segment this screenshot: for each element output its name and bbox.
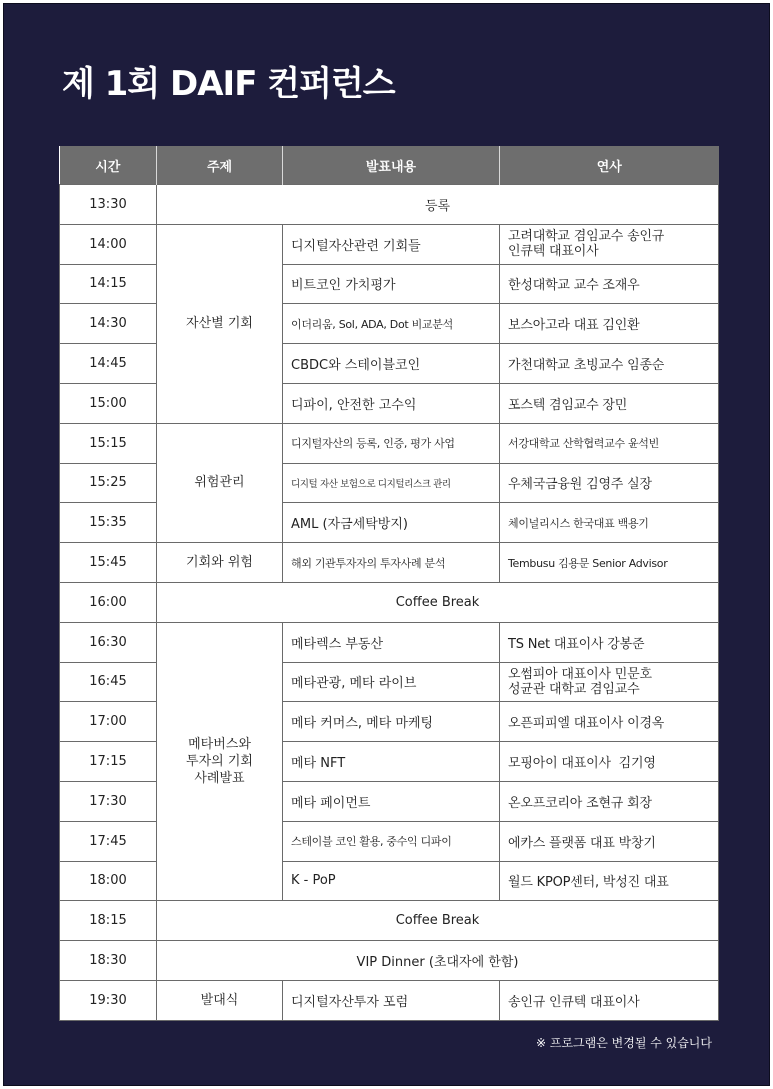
content-cell: 디지털 자산 보험으로 디지털리스크 관리	[283, 463, 500, 503]
content-cell: 스테이블 코인 활용, 중수익 디파이	[283, 821, 500, 861]
speaker-cell: 우체국금융원 김영주 실장	[500, 463, 719, 503]
time-cell: 17:30	[60, 781, 157, 821]
time-cell: 16:45	[60, 662, 157, 702]
speaker-cell	[500, 224, 719, 264]
speaker-cell	[500, 662, 719, 702]
content-cell: AML (자금세탁방지)	[283, 503, 500, 543]
time-cell: 15:35	[60, 503, 157, 543]
table-row	[60, 582, 719, 622]
topic-line: 메타버스와	[188, 737, 251, 753]
topic-cell: 위험관리	[157, 423, 283, 542]
time-cell: 19:30	[60, 980, 157, 1020]
time-cell: 18:15	[60, 901, 157, 941]
time-cell: 16:00	[60, 582, 157, 622]
time-cell: 14:30	[60, 304, 157, 344]
speaker-cell: 온오프코리아 조현규 회장	[500, 781, 719, 821]
time-cell: 14:45	[60, 344, 157, 384]
table-row	[60, 980, 719, 1020]
time-cell: 13:30	[60, 185, 157, 225]
content-cell: 메타 페이먼트	[283, 781, 500, 821]
table-row	[60, 185, 719, 225]
speaker-cell: 월드 KPOP센터, 박성진 대표	[500, 861, 719, 901]
schedule-table	[59, 146, 719, 1021]
content-cell: 디파이, 안전한 고수익	[283, 383, 500, 423]
speaker-cell: 서강대학교 산학협력교수 윤석빈	[500, 423, 719, 463]
session-cell: Coffee Break	[157, 582, 719, 622]
speaker-cell: TS Net 대표이사 강봉준	[500, 622, 719, 662]
speaker-cell: 한성대학교 교수 조재우	[500, 264, 719, 304]
session-cell: 등록	[157, 185, 719, 225]
topic-cell: 자산별 기회	[157, 224, 283, 423]
speaker-line: 오썸피아 대표이사 민문호	[508, 666, 652, 682]
speaker-cell: 오픈피피엘 대표이사 이경옥	[500, 702, 719, 742]
header-topic: 주제	[157, 146, 283, 185]
content-cell: 이더리움, Sol, ADA, Dot 비교분석	[283, 304, 500, 344]
content-cell: CBDC와 스테이블코인	[283, 344, 500, 384]
table-row	[60, 901, 719, 941]
speaker-cell: 포스텍 겸임교수 장민	[500, 383, 719, 423]
topic-line: 사례발표	[194, 771, 245, 787]
time-cell: 14:00	[60, 224, 157, 264]
session-cell: VIP Dinner (초대자에 한함)	[157, 941, 719, 981]
content-cell: 디지털자산관련 기회들	[283, 224, 500, 264]
speaker-cell: 보스아고라 대표 김인환	[500, 304, 719, 344]
speaker-cell: 가천대학교 초빙교수 임종순	[500, 344, 719, 384]
table-header-row	[60, 146, 719, 185]
content-cell: 메타렉스 부동산	[283, 622, 500, 662]
time-cell: 18:30	[60, 941, 157, 981]
speaker-cell: Tembusu 김용문 Senior Advisor	[500, 543, 719, 583]
speaker-line: 성균관 대학교 겸임교수	[508, 681, 640, 697]
table-row	[60, 423, 719, 463]
page-title: 제 1회 DAIF 컨퍼런스	[62, 64, 395, 104]
time-cell: 15:45	[60, 543, 157, 583]
topic-line: 투자의 기회	[186, 754, 253, 770]
speaker-cell: 체이널리시스 한국대표 백용기	[500, 503, 719, 543]
poster	[3, 3, 770, 1086]
header-time: 시간	[60, 146, 157, 185]
content-cell: 해외 기관투자자의 투자사례 분석	[283, 543, 500, 583]
table-row	[60, 941, 719, 981]
content-cell: 비트코인 가치평가	[283, 264, 500, 304]
speaker-line: 고려대학교 겸임교수 송인규	[508, 229, 665, 245]
content-cell: 메타 NFT	[283, 742, 500, 782]
session-cell: Coffee Break	[157, 901, 719, 941]
time-cell: 16:30	[60, 622, 157, 662]
speaker-cell: 송인규 인큐텍 대표이사	[500, 980, 719, 1020]
table-row	[60, 622, 719, 662]
header-speaker: 연사	[500, 146, 719, 185]
time-cell: 17:00	[60, 702, 157, 742]
time-cell: 15:00	[60, 383, 157, 423]
footer-note: ※ 프로그램은 변경될 수 있습니다	[535, 1036, 712, 1050]
speaker-line: 인큐텍 대표이사	[508, 244, 599, 260]
content-cell: K - PoP	[283, 861, 500, 901]
content-cell: 디지털자산의 등록, 인증, 평가 사업	[283, 423, 500, 463]
time-cell: 15:25	[60, 463, 157, 503]
table-row	[60, 224, 719, 264]
time-cell: 17:15	[60, 742, 157, 782]
content-cell: 디지털자산투자 포럼	[283, 980, 500, 1020]
header-content: 발표내용	[283, 146, 500, 185]
speaker-cell: 에카스 플랫폼 대표 박창기	[500, 821, 719, 861]
speaker-cell: 모핑아이 대표이사 김기영	[500, 742, 719, 782]
content-cell: 메타관광, 메타 라이브	[283, 662, 500, 702]
table-row	[60, 543, 719, 583]
time-cell: 18:00	[60, 861, 157, 901]
content-cell: 메타 커머스, 메타 마케팅	[283, 702, 500, 742]
topic-cell: 발대식	[157, 980, 283, 1020]
time-cell: 17:45	[60, 821, 157, 861]
time-cell: 14:15	[60, 264, 157, 304]
time-cell: 15:15	[60, 423, 157, 463]
topic-cell: 기회와 위험	[157, 543, 283, 583]
topic-cell	[157, 622, 283, 901]
